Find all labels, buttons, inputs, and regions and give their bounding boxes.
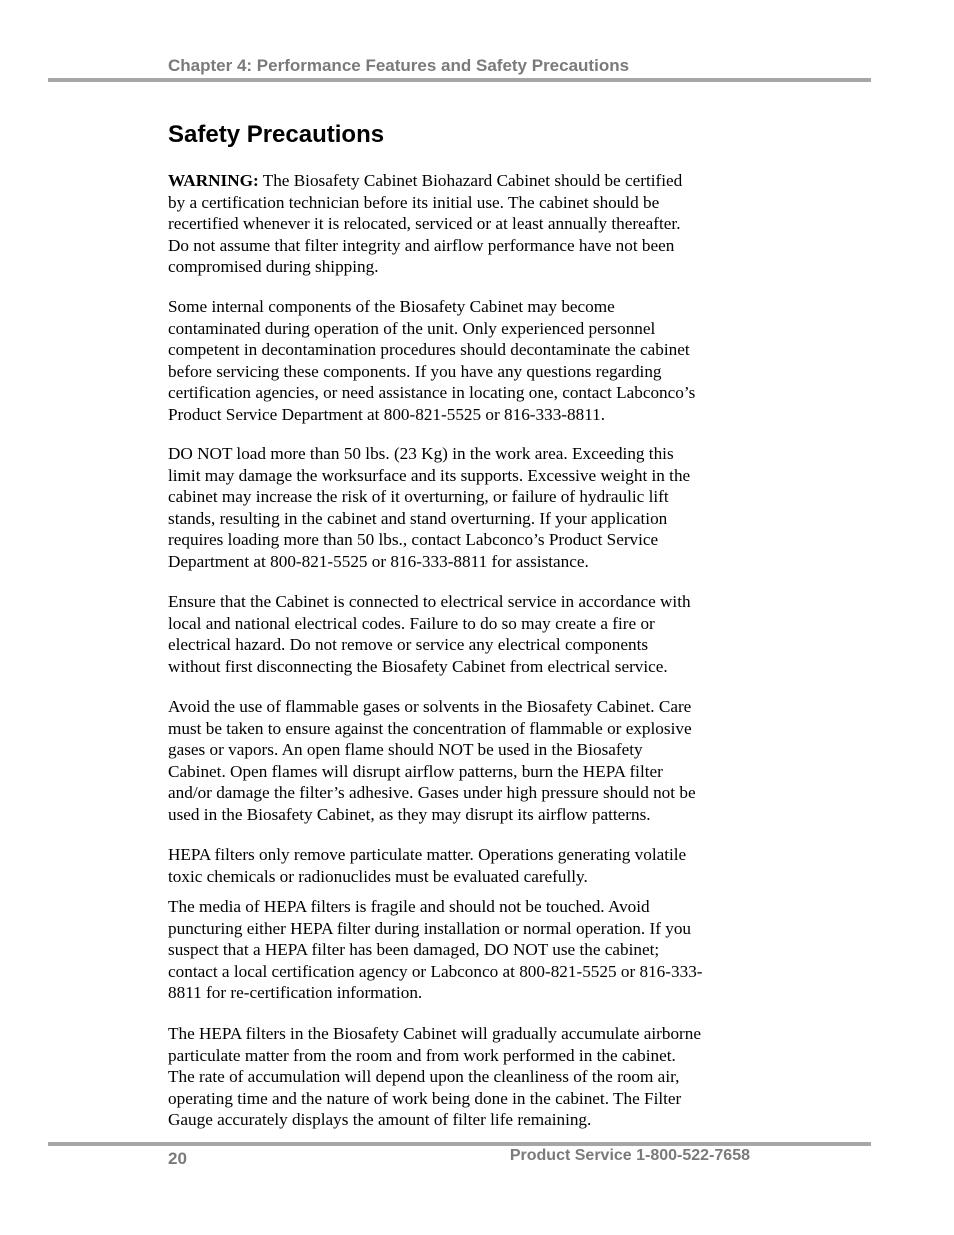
page-number: 20 <box>168 1149 187 1168</box>
paragraph-line: must be taken to ensure against the concentration of flammable or explosive <box>168 718 692 738</box>
paragraph-line: limit may damage the worksurface and its supports. Excessive weight in the <box>168 465 691 485</box>
paragraph-line: used in the Biosafety Cabinet, as they may disrupt its airflow patterns. <box>168 804 651 824</box>
paragraph-line: and/or damage the filter’s adhesive. Gases under high pressure should not be <box>168 783 696 803</box>
paragraph-line: operating time and the nature of work being done in the cabinet. The Filter <box>168 1088 682 1108</box>
paragraph-line-text: The Biosafety Cabinet Biohazard Cabinet should be certified <box>258 171 683 190</box>
paragraph-line: puncturing either HEPA filter during installation or normal operation. If you <box>168 918 691 938</box>
paragraph-line: Department at 800-821-5525 or 816-333-8811 for assistance. <box>168 551 589 571</box>
paragraph-line: Gauge accurately displays the amount of filter life remaining. <box>168 1110 592 1130</box>
paragraph-line: HEPA filters only remove particulate matter. Operations generating volatile <box>168 845 687 864</box>
paragraph-line: DO NOT load more than 50 lbs. (23 Kg) in the work area. Exceeding this <box>168 444 674 463</box>
header-rule <box>48 78 871 82</box>
footer-rule <box>48 1142 871 1146</box>
paragraph-line: competent in decontamination procedures should decontaminate the cabinet <box>168 340 690 360</box>
paragraph-warning <box>168 170 758 278</box>
paragraph-line: Ensure that the Cabinet is connected to electrical service in accordance with <box>168 592 691 611</box>
paragraph-line: recertified whenever it is relocated, serviced or at least annually thereafter. <box>168 214 681 234</box>
paragraph-line: requires loading more than 50 lbs., contact Labconco’s Product Service <box>168 530 659 550</box>
paragraph-line: Cabinet. Open flames will disrupt airflow patterns, burn the HEPA filter <box>168 761 663 781</box>
paragraph-line: Product Service Department at 800-821-5525 or 816-333-8811. <box>168 404 606 424</box>
paragraph-line: contact a local certification agency or Labconco at 800-821-5525 or 816-333- <box>168 961 703 981</box>
paragraph-flammable <box>168 696 758 826</box>
paragraph-hepa-accumulation <box>168 1023 758 1131</box>
paragraph-contamination <box>168 296 758 426</box>
paragraph-line: local and national electrical codes. Failure to do so may create a fire or <box>168 613 655 633</box>
paragraph-line <box>168 170 758 192</box>
paragraph-load-limit <box>168 443 758 573</box>
paragraph-line: The media of HEPA filters is fragile and should not be touched. Avoid <box>168 897 650 916</box>
chapter-header: Chapter 4: Performance Features and Safety Precautions <box>168 56 630 75</box>
paragraph-hepa-particulate <box>168 844 758 887</box>
paragraph-line: The HEPA filters in the Biosafety Cabinet will gradually accumulate airborne <box>168 1024 701 1043</box>
paragraph-line: compromised during shipping. <box>168 257 379 277</box>
paragraph-line: electrical hazard. Do not remove or service any electrical components <box>168 635 649 655</box>
warning-label: WARNING: <box>168 171 259 190</box>
product-service-phone: Product Service 1-800-522-7658 <box>509 1147 750 1164</box>
paragraph-line: contaminated during operation of the unit. Only experienced personnel <box>168 318 656 338</box>
paragraph-line: Do not assume that filter integrity and airflow performance have not been <box>168 235 675 255</box>
paragraph-line: before servicing these components. If you have any questions regarding <box>168 361 662 381</box>
paragraph-line: certification agencies, or need assistance in locating one, contact Labconco’s <box>168 383 696 403</box>
paragraph-line: stands, resulting in the cabinet and stand overturning. If your application <box>168 508 668 528</box>
paragraph-electrical <box>168 591 758 677</box>
paragraph-line: without first disconnecting the Biosafety Cabinet from electrical service. <box>168 656 668 676</box>
paragraph-line: by a certification technician before its initial use. The cabinet should be <box>168 192 660 212</box>
paragraph-line: particulate matter from the room and from work performed in the cabinet. <box>168 1045 676 1065</box>
paragraph-line: 8811 for re-certification information. <box>168 983 423 1003</box>
paragraph-line: suspect that a HEPA filter has been damaged, DO NOT use the cabinet; <box>168 940 660 960</box>
paragraph-line: gases or vapors. An open flame should NOT be used in the Biosafety <box>168 740 643 760</box>
paragraph-hepa-fragile <box>168 896 758 1004</box>
paragraph-line: Avoid the use of flammable gases or solvents in the Biosafety Cabinet. Care <box>168 697 692 716</box>
paragraph-line: Some internal components of the Biosafety Cabinet may become <box>168 297 615 316</box>
paragraph-line: toxic chemicals or radionuclides must be evaluated carefully. <box>168 866 588 886</box>
paragraph-line: cabinet may increase the risk of it overturning, or failure of hydraulic lift <box>168 487 669 507</box>
paragraph-line: The rate of accumulation will depend upon the cleanliness of the room air, <box>168 1067 680 1087</box>
section-title: Safety Precautions <box>168 121 385 148</box>
